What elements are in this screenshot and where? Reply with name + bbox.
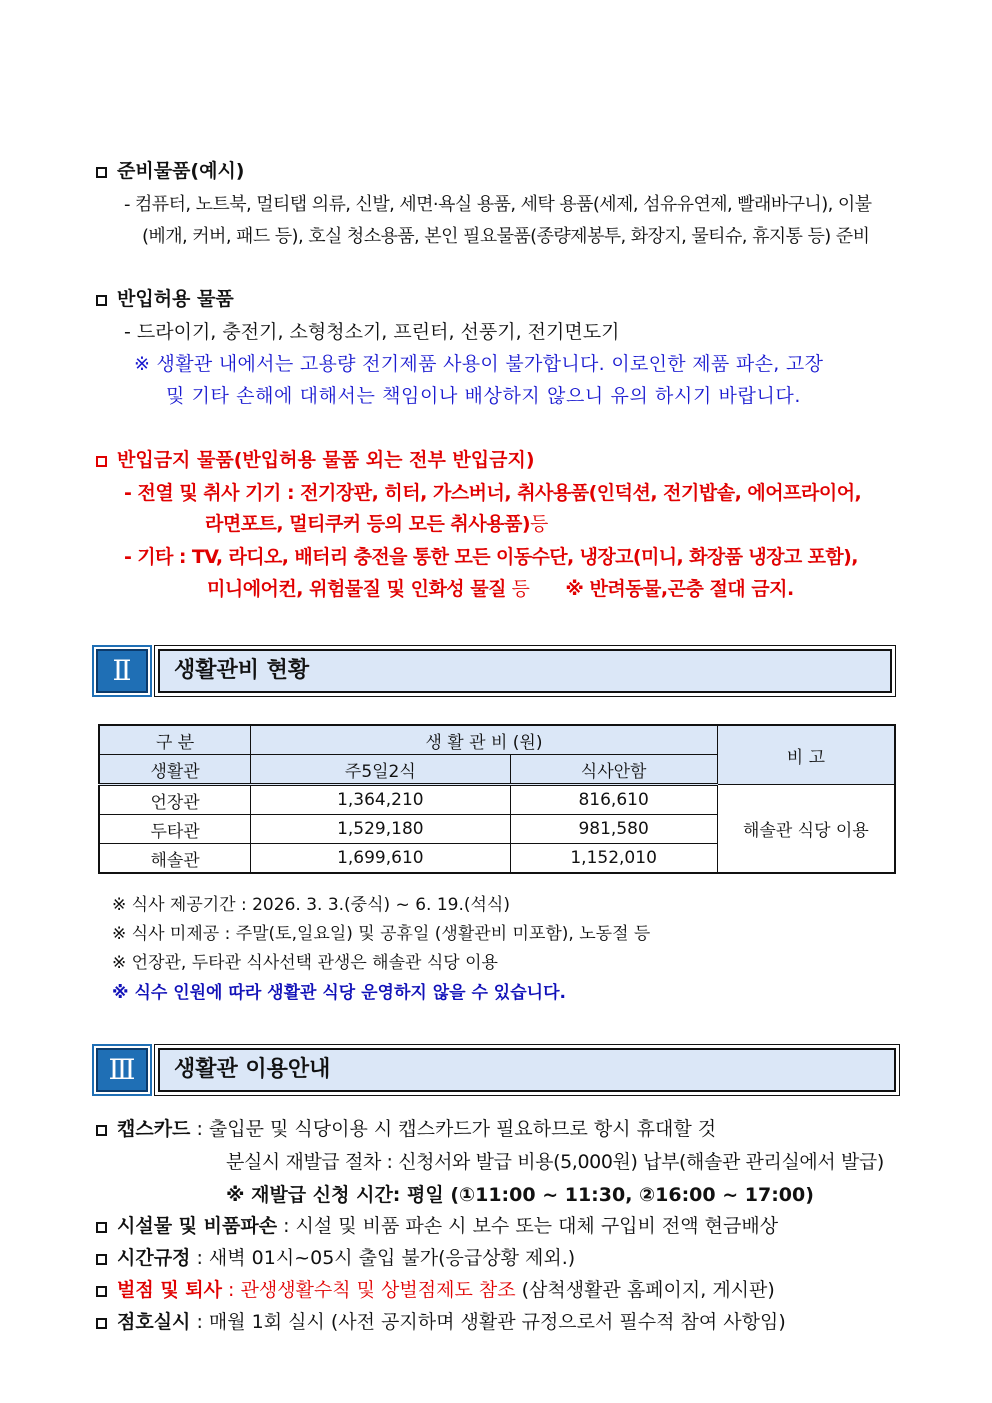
usage-penalty	[96, 1277, 775, 1303]
table-row	[99, 785, 895, 815]
fee-meal: 1,364,210	[251, 785, 510, 815]
allowed-title: 반입허용 물품	[117, 288, 234, 310]
fee-header-category: 구 분	[99, 725, 251, 755]
usage-card-line2: 분실시 재발급 절차 : 신청서와 발급 비용(5,000원) 납부(해솔관 관리실에서 발급)	[226, 1151, 884, 1173]
checkbox-bullet-icon	[96, 167, 107, 178]
banned-line4c: ※ 반려동물,곤충 절대 금지.	[565, 578, 794, 600]
usage-roll-text: : 매월 1회 실시 (사전 공지하며 생활관 규정으로서 필수적 참여 사항임)	[190, 1311, 786, 1333]
checkbox-bullet-icon	[96, 1286, 107, 1297]
usage-damage	[96, 1213, 778, 1239]
usage-time-text: : 새벽 01시~05시 출입 불가(응급상황 제외.)	[190, 1247, 576, 1269]
banned-line2b: 등	[530, 513, 548, 535]
allowed-note1: ※ 생활관 내에서는 고용량 전기제품 사용이 불가합니다. 이로인한 제품 파손, 고장	[134, 353, 824, 375]
section2-number: Ⅱ	[96, 649, 148, 693]
usage-card-line3: ※ 재발급 신청 시간: 평일 (①11:00 ~ 11:30, ②16:00 ~ 17:00)	[226, 1184, 814, 1206]
fee-remark: 해솔관 식당 이용	[717, 785, 895, 874]
banned-line1: - 전열 및 취사 기기 : 전기장판, 히터, 가스버너, 취사용품(인덕션, 전기밥솥, 에어프라이어,	[124, 482, 862, 504]
usage-penalty-label: 벌점 및 퇴사	[117, 1279, 222, 1301]
dorm-name: 언장관	[99, 785, 251, 815]
usage-penalty-text-red: : 관생생활수칙 및 상벌점제도 참조	[222, 1279, 516, 1301]
fee-header-remark: 비 고	[717, 725, 895, 785]
fee-meal: 1,699,610	[251, 844, 510, 874]
banned-line3: - 기타 : TV, 라디오, 배터리 충전을 통한 모든 이동수단, 냉장고(미니, 화장품 냉장고 포함),	[124, 546, 858, 568]
prep-title: 준비물품(예시)	[117, 160, 245, 182]
checkbox-bullet-icon	[96, 1254, 107, 1265]
fee-note-1: ※ 식사 제공기간 : 2026. 3. 3.(중식) ~ 6. 19.(석식)	[112, 895, 510, 915]
usage-time	[96, 1245, 575, 1271]
fee-nomeal: 816,610	[510, 785, 717, 815]
checkbox-bullet-icon	[96, 1222, 107, 1233]
fee-header-dorm: 생활관	[99, 755, 251, 785]
prep-line2: (베개, 커버, 패드 등), 호실 청소용품, 본인 필요물품(종량제봉투, 화장지, 물티슈, 휴지통 등) 준비	[142, 226, 870, 247]
fee-nomeal: 1,152,010	[510, 844, 717, 874]
usage-roll-label: 점호실시	[117, 1311, 191, 1333]
usage-card	[96, 1116, 716, 1142]
allowed-heading	[96, 286, 234, 312]
usage-roll	[96, 1309, 786, 1335]
fee-note-2: ※ 식사 미제공 : 주말(토,일요일) 및 공휴일 (생활관비 미포함), 노동절 등	[112, 924, 651, 944]
prep-heading	[96, 158, 245, 184]
fee-header-nomeal: 식사안함	[510, 755, 717, 785]
checkbox-bullet-icon	[96, 456, 107, 467]
fee-note-3: ※ 언장관, 두타관 식사선택 관생은 해솔관 식당 이용	[112, 953, 498, 973]
fee-nomeal: 981,580	[510, 815, 717, 844]
dorm-name: 두타관	[99, 815, 251, 844]
banned-line4a: 미니에어컨, 위험물질 및 인화성 물질	[207, 578, 506, 600]
section3-title: 생활관 이용안내	[158, 1048, 896, 1092]
fee-meal: 1,529,180	[251, 815, 510, 844]
banned-line4	[207, 576, 794, 602]
section2-title: 생활관비 현황	[158, 649, 892, 693]
allowed-note2: 및 기타 손해에 대해서는 책임이나 배상하지 않으니 유의 하시기 바랍니다.	[166, 385, 802, 407]
checkbox-bullet-icon	[96, 1125, 107, 1136]
banned-line2	[205, 511, 548, 537]
prep-line1: - 컴퓨터, 노트북, 멀티탭 의류, 신발, 세면·욕실 용품, 세탁 용품(세제, 섬유유연제, 빨래바구니), 이불	[124, 194, 872, 215]
allowed-line1: - 드라이기, 충전기, 소형청소기, 프린터, 선풍기, 전기면도기	[124, 321, 620, 343]
banned-line4b: 등	[506, 578, 530, 600]
fee-header-meal: 주5일2식	[251, 755, 510, 785]
usage-penalty-text: (삼척생활관 홈페이지, 게시판)	[515, 1279, 775, 1301]
banned-heading	[96, 447, 535, 473]
usage-damage-text: : 시설 및 비품 파손 시 보수 또는 대체 구입비 전액 현금배상	[277, 1215, 779, 1237]
fee-table	[98, 724, 896, 874]
banned-line2a: 라면포트, 멀티쿠커 등의 모든 취사용품)	[205, 513, 531, 535]
dorm-name: 해솔관	[99, 844, 251, 874]
banned-title: 반입금지 물품(반입허용 물품 외는 전부 반입금지)	[117, 449, 535, 471]
checkbox-bullet-icon	[96, 1318, 107, 1329]
usage-card-label: 캡스카드	[117, 1118, 191, 1140]
fee-header-fee: 생 활 관 비 (원)	[251, 725, 718, 755]
usage-card-text: : 출입문 및 식당이용 시 캡스카드가 필요하므로 항시 휴대할 것	[190, 1118, 717, 1140]
checkbox-bullet-icon	[96, 295, 107, 306]
section3-number: Ⅲ	[96, 1048, 148, 1092]
usage-time-label: 시간규정	[117, 1247, 191, 1269]
usage-damage-label: 시설물 및 비품파손	[117, 1215, 278, 1237]
fee-note-4: ※ 식수 인원에 따라 생활관 식당 운영하지 않을 수 있습니다.	[112, 983, 566, 1003]
